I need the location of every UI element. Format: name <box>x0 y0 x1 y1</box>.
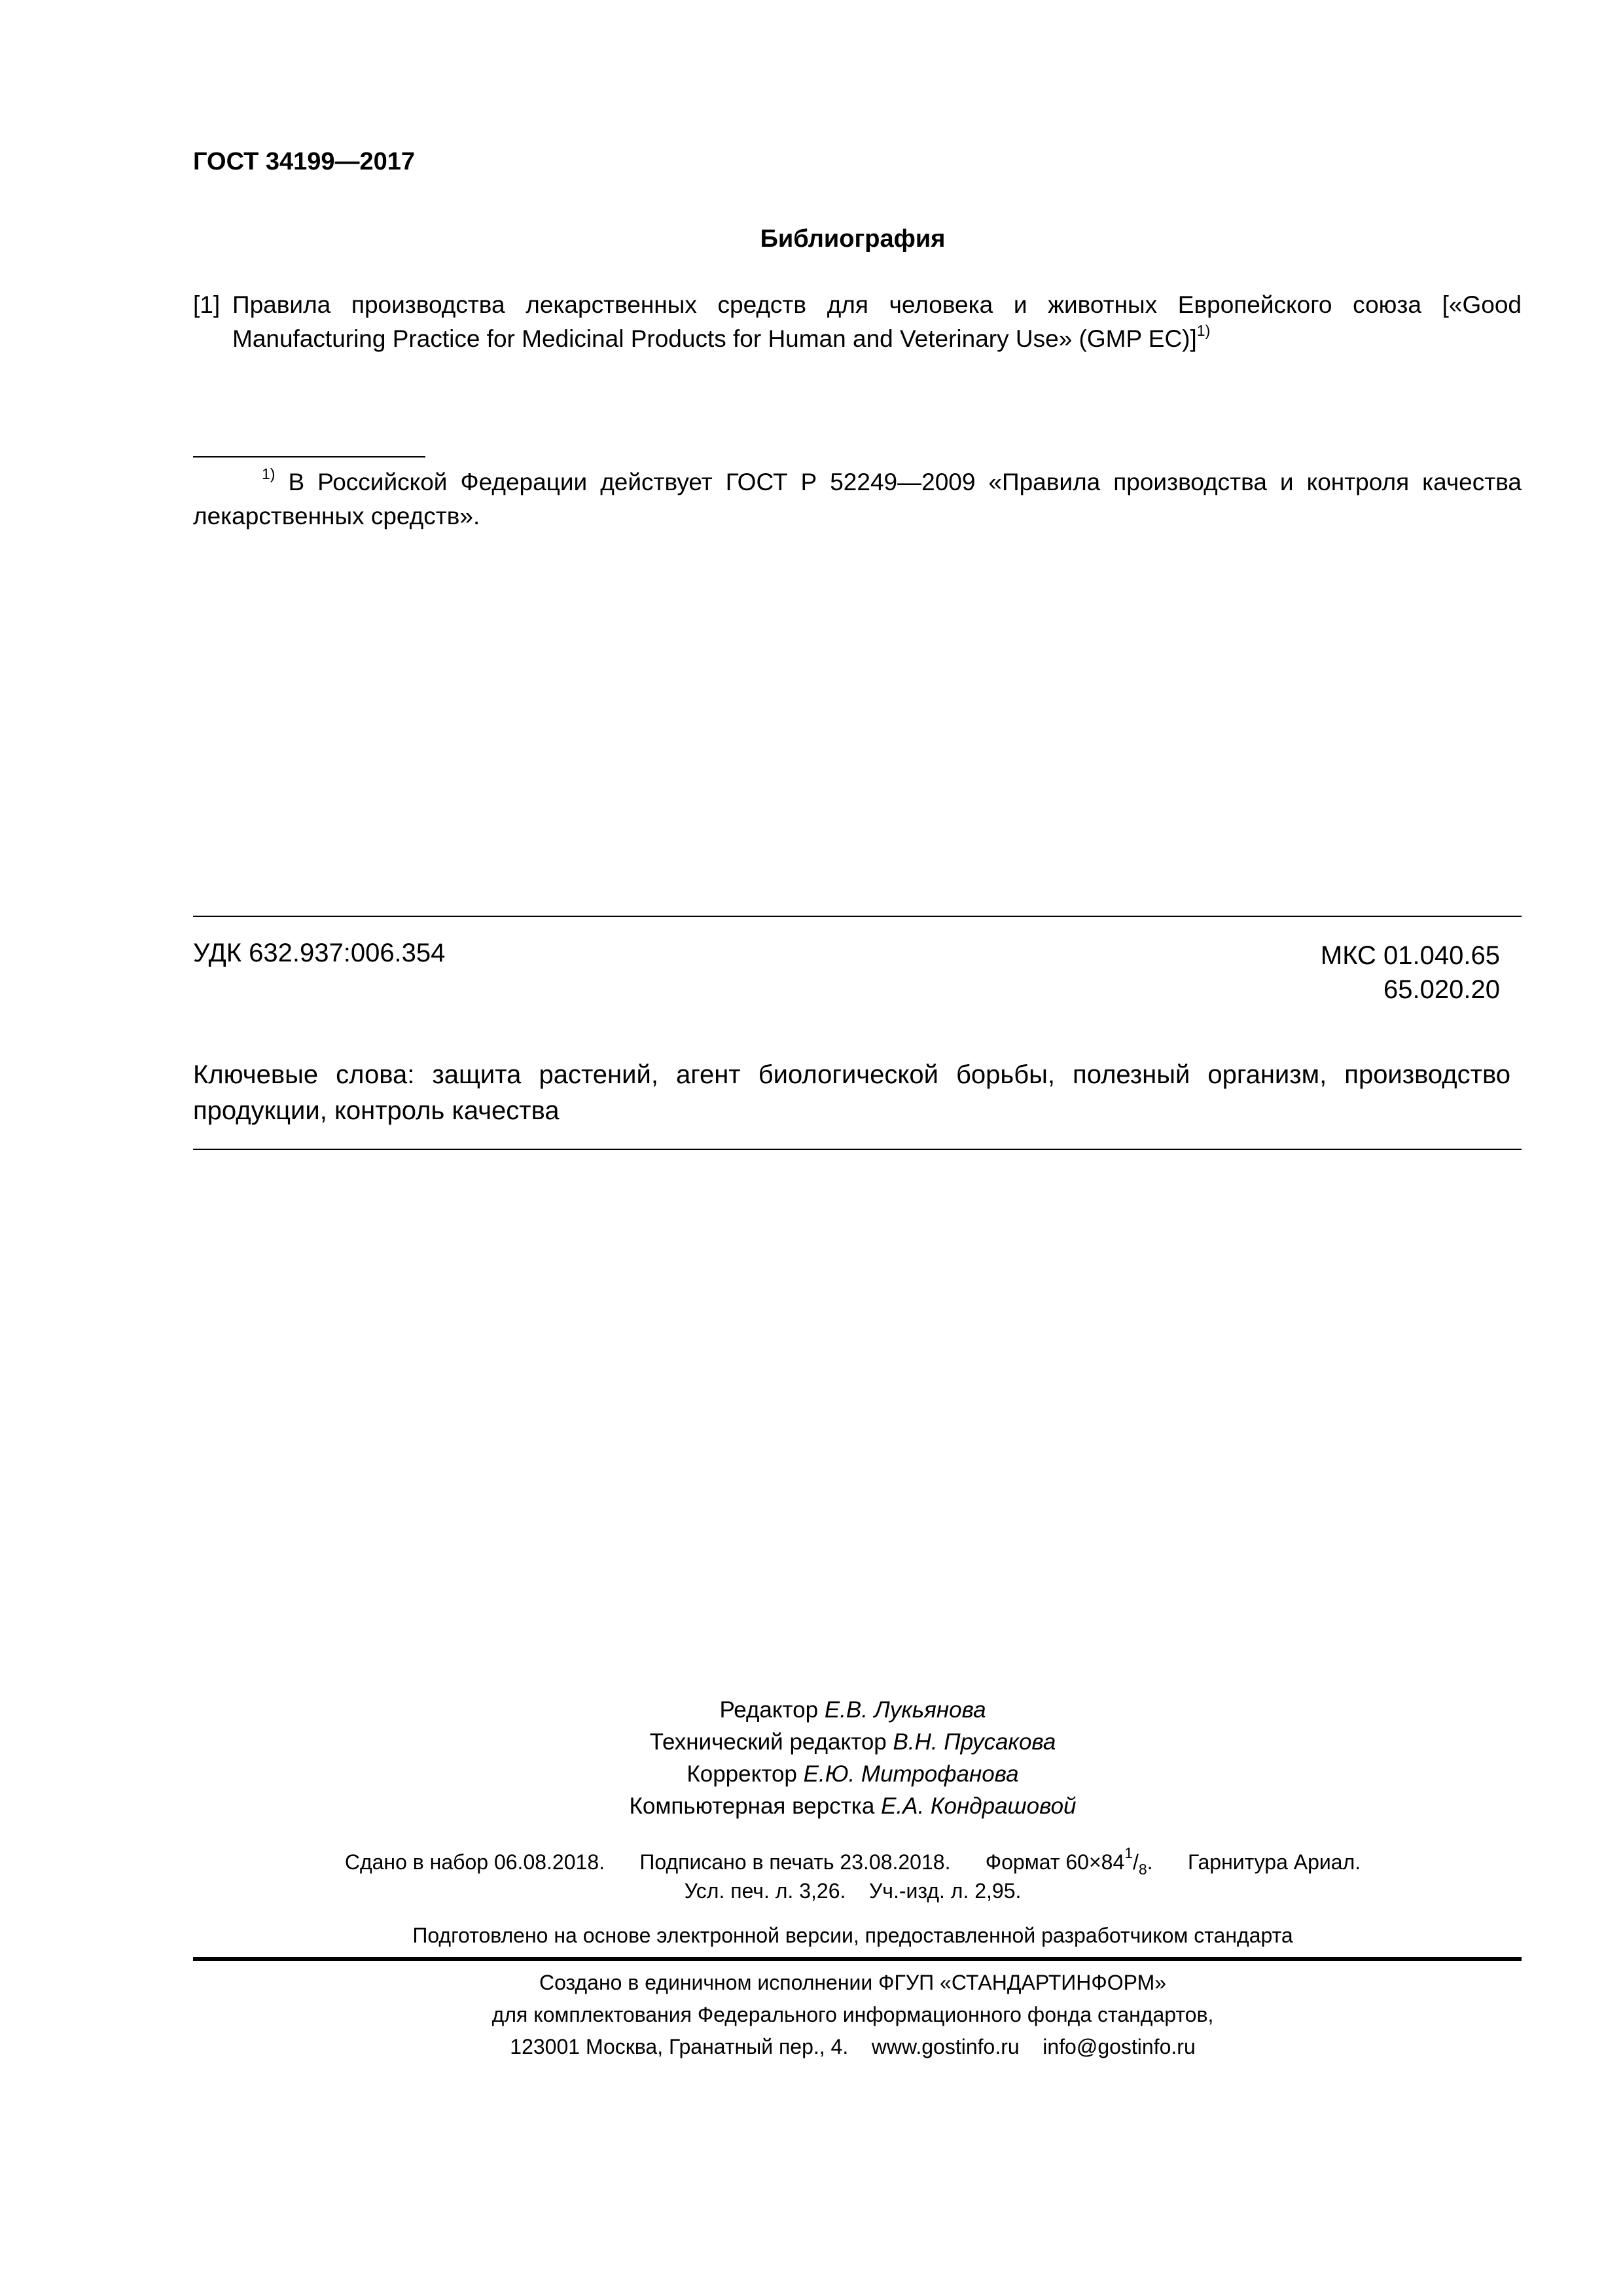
divider-top <box>193 916 1522 917</box>
format-prefix: Формат 60×84 <box>985 1850 1125 1874</box>
credit-name: Е.Ю. Митрофанова <box>803 1761 1019 1787</box>
email-link[interactable]: info@gostinfo.ru <box>1043 2035 1196 2058</box>
footnote-reference: 1) <box>1196 322 1211 339</box>
imprint-address: 123001 Москва, Гранатный пер., 4. <box>510 2035 849 2058</box>
prepared-note: Подготовлено на основе электронной версии, предоставленной разработчиком стандарта <box>412 1924 1293 1947</box>
imprint-contacts <box>0 2031 1623 2063</box>
format-denominator: 8 <box>1138 1861 1147 1878</box>
footnote-mark: 1) <box>262 465 276 482</box>
standard-header: ГОСТ 34199—2017 <box>193 148 416 175</box>
footnote-separator <box>193 456 425 457</box>
website-link[interactable]: www.gostinfo.ru <box>871 2035 1020 2058</box>
format-numerator: 1 <box>1124 1844 1133 1861</box>
credit-name: В.Н. Прусакова <box>893 1729 1056 1755</box>
footnote-text: В Российской Федерации действует ГОСТ Р 52249—2009 «Правила производства и контроля качества лекарственных средств». <box>193 469 1522 529</box>
publication-info-line2 <box>0 1876 1623 1905</box>
credit-tech-editor <box>0 1726 1623 1758</box>
signed-date: Подписано в печать 23.08.2018. <box>639 1850 951 1874</box>
credit-role: Компьютерная верстка <box>629 1793 875 1819</box>
credit-corrector <box>0 1758 1623 1790</box>
mks-code-2: 65.020.20 <box>1383 975 1500 1004</box>
format-info: Формат $60\times 84^1/_8$. <box>985 1844 1153 1878</box>
credit-layout <box>0 1790 1623 1822</box>
credit-name: Е.А. Кондрашовой <box>881 1793 1077 1819</box>
bibliography-entry-body <box>232 288 1522 356</box>
mks-codes <box>1321 939 1500 1007</box>
typeface-info: Гарнитура Ариал. <box>1187 1850 1361 1874</box>
credit-name: Е.В. Лукьянова <box>824 1697 986 1723</box>
divider-bottom <box>193 1149 1522 1150</box>
bibliography-entry-text: Правила производства лекарственных средств для человека и животных Европейского союза [«Good Manufacturing Practice for Medicinal Products for Human and Veterinary Use» (GMP EC)] <box>232 291 1522 352</box>
print-sheets: Усл. печ. л. 3,26. <box>684 1879 846 1903</box>
keywords: Ключевые слова: защита растений, агент биологической борьбы, полезный организм, производство продукции, контроль качества <box>193 1060 1510 1125</box>
bibliography-entry <box>193 288 1522 356</box>
bibliography-title: Библиография <box>760 225 946 253</box>
imprint-line2: для комплектования Федерального информационного фонда стандартов, <box>491 2003 1214 2026</box>
pub-sheets: Уч.-изд. л. 2,95. <box>868 1879 1022 1903</box>
bibliography-entry-number: [1] <box>193 291 221 318</box>
typeset-date: Сдано в набор 06.08.2018. <box>344 1850 605 1874</box>
credit-role: Редактор <box>719 1697 819 1723</box>
format-suffix: . <box>1147 1850 1153 1874</box>
imprint-line1: Создано в единичном исполнении ФГУП «СТАНДАРТИНФОРМ» <box>539 1971 1167 1994</box>
udk-code: УДК 632.937:006.354 <box>193 939 446 967</box>
mks-code-1: МКС 01.040.65 <box>1320 941 1500 970</box>
credits-block <box>0 1694 1623 1822</box>
imprint-block <box>0 1967 1623 2031</box>
divider-thick <box>193 1957 1522 1961</box>
credit-role: Технический редактор <box>649 1729 887 1755</box>
credit-role: Корректор <box>687 1761 797 1787</box>
publication-info-line1 <box>0 1844 1623 1878</box>
footnote <box>193 465 1522 533</box>
credit-editor <box>0 1694 1623 1726</box>
